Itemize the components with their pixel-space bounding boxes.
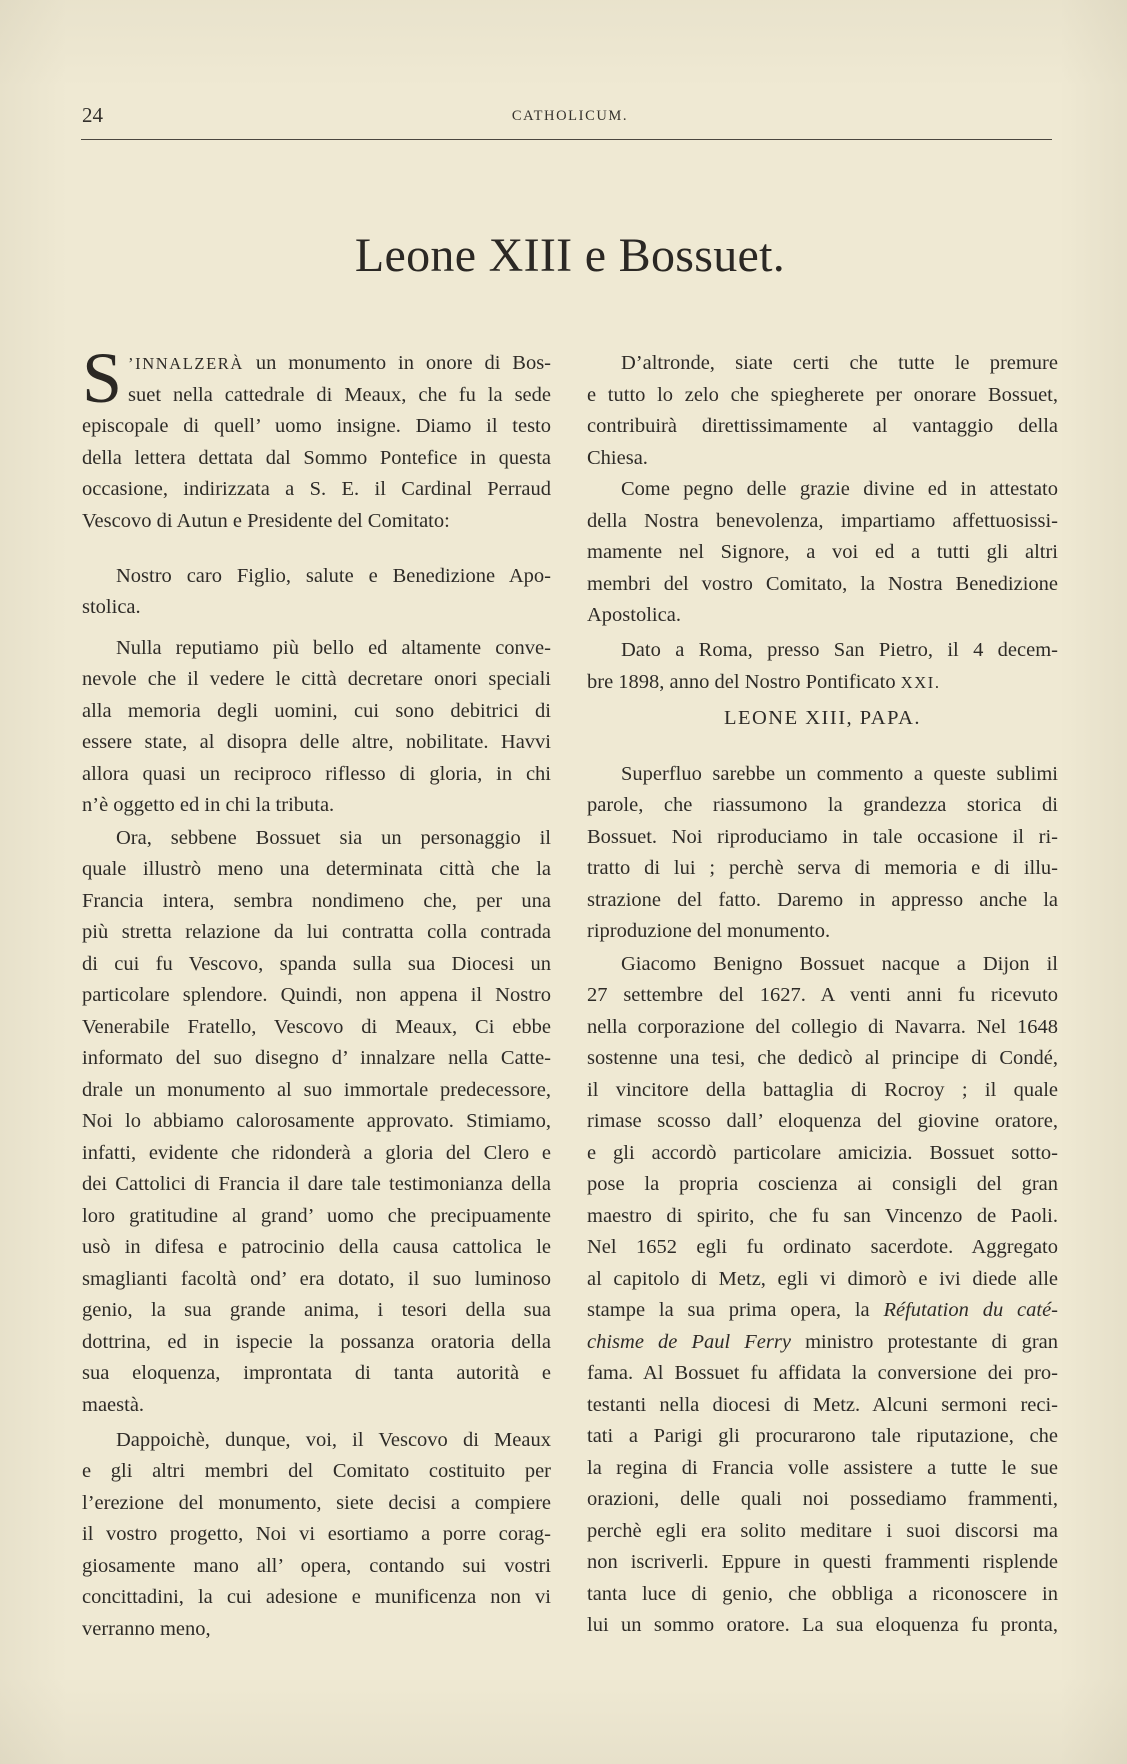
text-line: usò in difesa e patrocinio della causa cattolica le [82,1236,551,1258]
text-line: parole, che riassumono la grandezza storica di [587,794,1058,816]
italic-book-title: Réfutation du caté- [883,1299,1059,1321]
text-line: Ora, sebbene Bossuet sia un personaggio il [116,826,551,849]
text-line: e tutto lo zelo che spiegherete per onorare Bossuet, [587,383,1058,406]
text-line: mamente nel Signore, a voi ed a tutti gli altri [587,541,1058,563]
text-line: drale un monumento al suo immortale predecessore, [82,1078,551,1101]
pontificate-year-small-caps: XXI. [900,672,941,692]
text-line: 27 settembre del 1627. A venti anni fu ricevuto [587,984,1058,1006]
text-line: della Nostra benevolenza, impartiamo affettuosissi- [587,509,1058,532]
lead-in-small-caps: ’INNALZERÀ [128,354,244,373]
text-line: e gli accordò particolare amicizia. Bossuet sotto- [587,1141,1058,1164]
text-line: maestro di spirito, che fu san Vincenzo de Paoli. [587,1204,1058,1227]
text-line: il vincitore della battaglia di Rocroy ; il quale [587,1078,1058,1101]
text-line: Nulla reputiamo più bello ed altamente conve- [116,636,551,659]
text-line: informato del suo disegno d’ innalzare nella Catte- [82,1047,551,1069]
text-line: il vostro progetto, Noi vi esortiamo a porre corag- [82,1523,551,1545]
text-line: suet nella cattedrale di Meaux, che fu la sede [128,383,551,406]
text-line: riproduzione del monumento. [587,920,831,942]
text-line: di cui fu Vescovo, spanda sulla sua Diocesi un [82,952,551,975]
text-line: maestà. [82,1393,145,1416]
paragraph [82,633,551,822]
paragraph [587,348,1058,474]
text-line: genio, la sua grande anima, i tesori della sua [82,1299,551,1321]
text-line: verranno meno, [82,1617,211,1640]
text-line: strazione del fatto. Daremo in appresso anche la [587,888,1058,911]
article-title: Leone XIII e Bossuet. [354,229,786,282]
text-line: episcopale di quell’ uomo insigne. Diamo il testo [82,415,551,437]
paragraph [587,635,1058,698]
text-line: quale illustrò meno una determinata città che la [82,858,551,880]
line-text: bre 1898, anno del Nostro Pontificato [587,670,896,693]
text-line: Bossuet. Noi riproduciamo in tale occasione il ri- [587,825,1058,848]
paragraph [587,474,1058,632]
text-line: pose la propria coscienza ai consigli del gran [587,1173,1058,1195]
text-line: Vescovo di Autun e Presidente del Comitato: [82,509,450,532]
text-line: contribuirà direttissimamente al vantaggio della [587,415,1058,437]
text-line: tanta luce di genio, che obbliga a riconoscere in [587,1582,1058,1605]
paragraph [587,949,1058,1642]
text-line [587,1295,1058,1327]
text-line: Nostro caro Figlio, salute e Benedizione Apo- [116,564,551,587]
text-line: perchè egli era solito meditare i suoi discorsi ma [587,1519,1058,1542]
text-line: l’erezione del monumento, siete decisi a compiere [82,1491,551,1514]
text-line: più stretta relazione da lui contratta colla contrada [82,921,551,943]
text-line: la regina di Francia volle assistere a tutte le sue [587,1456,1058,1479]
text-line: Francia intera, sembra nondimeno che, per una [82,889,551,912]
header-rule [81,139,1052,140]
papal-signature: LEONE XIII, PAPA. [723,706,922,729]
text-line: Superfluo sarebbe un commento a queste sublimi [621,762,1058,785]
text-line: al capitolo di Metz, egli vi dimorò e ivi diede alle [587,1267,1058,1290]
line-text: ministro protestante di gran [805,1330,1059,1353]
text-line: Dappoichè, dunque, voi, il Vescovo di Meaux [116,1428,551,1451]
text-line: essere state, al disopra delle altre, nobilitate. Havvi [82,731,551,753]
text-line: concittadini, la cui adesione e munificenza non vi [82,1586,551,1608]
text-line: allora quasi un reciproco riflesso di gloria, in chi [82,762,551,785]
text-line: n’è oggetto ed in chi la tributa. [82,794,335,816]
text-line: membri del vostro Comitato, la Nostra Benedizione [587,572,1058,595]
paragraph [82,823,551,1422]
text-line: occasione, indirizzata a S. E. il Cardinal Perraud [82,478,551,500]
text-line: Giacomo Benigno Bossuet nacque a Dijon il [621,952,1058,975]
text-line: lui un sommo oratore. La sua eloquenza fu pronta, [587,1614,1058,1636]
text-line: fama. Al Bossuet fu affidata la conversione dei pro- [587,1362,1058,1384]
line-text: un monumento in onore di Bos- [255,352,552,374]
text-line: Venerabile Fratello, Vescovo di Meaux, Ci ebbe [82,1015,551,1038]
text-line: Noi lo abbiamo calorosamente approvato. Stimiamo, [82,1110,551,1132]
paragraph [587,759,1058,948]
text-line: non iscriverli. Eppure in questi frammenti risplende [587,1551,1058,1573]
text-line: infatti, evidente che ridonderà a gloria del Clero e [82,1141,551,1164]
text-line: particolare splendore. Quindi, non appena il Nostro [82,984,551,1006]
text-line: Chiesa. [587,446,648,469]
text-line: rimase scosso dall’ eloquenza del giovine oratore, [587,1110,1058,1132]
left-column [82,338,552,1645]
paragraph [82,561,551,624]
text-line: dei Cattolici di Francia il dare tale testimonianza della [82,1173,551,1195]
text-line: D’altronde, siate certi che tutte le premure [621,352,1058,374]
text-line: orazioni, delle quali noi possediamo frammenti, [587,1488,1058,1510]
text-line: alla memoria degli uomini, cui sono debitrici di [82,699,551,722]
text-line: stolica. [82,596,141,618]
page-number: 24 [82,103,103,127]
signature-block [587,703,1058,735]
text-line: nevole che il vedere le città decretare onori speciali [82,668,551,690]
text-line: loro gratitudine al grand’ uomo che precipuamente [82,1204,551,1227]
text-line: smaglianti facoltà ond’ era dotato, il suo luminoso [82,1267,551,1290]
text-line: tratto di lui ; perchè serva di memoria e di illu- [587,857,1058,879]
intro-paragraph [82,338,552,537]
text-line: giosamente mano all’ opera, contando sui vostri [82,1554,551,1577]
text-line: Apostolica. [587,604,681,626]
text-line: dottrina, ed in ispecie la possanza oratoria della [82,1330,551,1353]
text-line: sostenne una tesi, che dedicò al principe di Condé, [587,1047,1058,1069]
text-line: nella corporazione del collegio di Navarra. Nel 1648 [587,1015,1058,1038]
text-line [82,348,551,380]
paragraph [82,1425,551,1646]
text-line: tati a Parigi gli procurarono tale riputazione, che [587,1425,1058,1447]
line-text: stampe la sua prima opera, la [587,1299,870,1321]
text-line: sua eloquenza, improntata di tanta autorità e [82,1362,551,1384]
italic-book-title: chisme de Paul Ferry [587,1330,791,1353]
text-line: Nel 1652 egli fu ordinato sacerdote. Aggregato [587,1236,1058,1258]
text-line: e gli altri membri del Comitato costituito per [82,1460,551,1482]
text-line: Come pegno delle grazie divine ed in attestato [621,478,1058,500]
text-line: Dato a Roma, presso San Pietro, il 4 decem- [621,639,1058,661]
text-line [587,1327,1058,1359]
running-title: CATHOLICUM. [511,107,629,124]
right-column [587,348,1058,1642]
text-line: della lettera dettata dal Sommo Pontefice in questa [82,446,551,469]
drop-cap: S [82,338,123,418]
text-line: testanti nella diocesi di Metz. Alcuni sermoni reci- [587,1393,1058,1416]
text-line [587,667,1058,699]
